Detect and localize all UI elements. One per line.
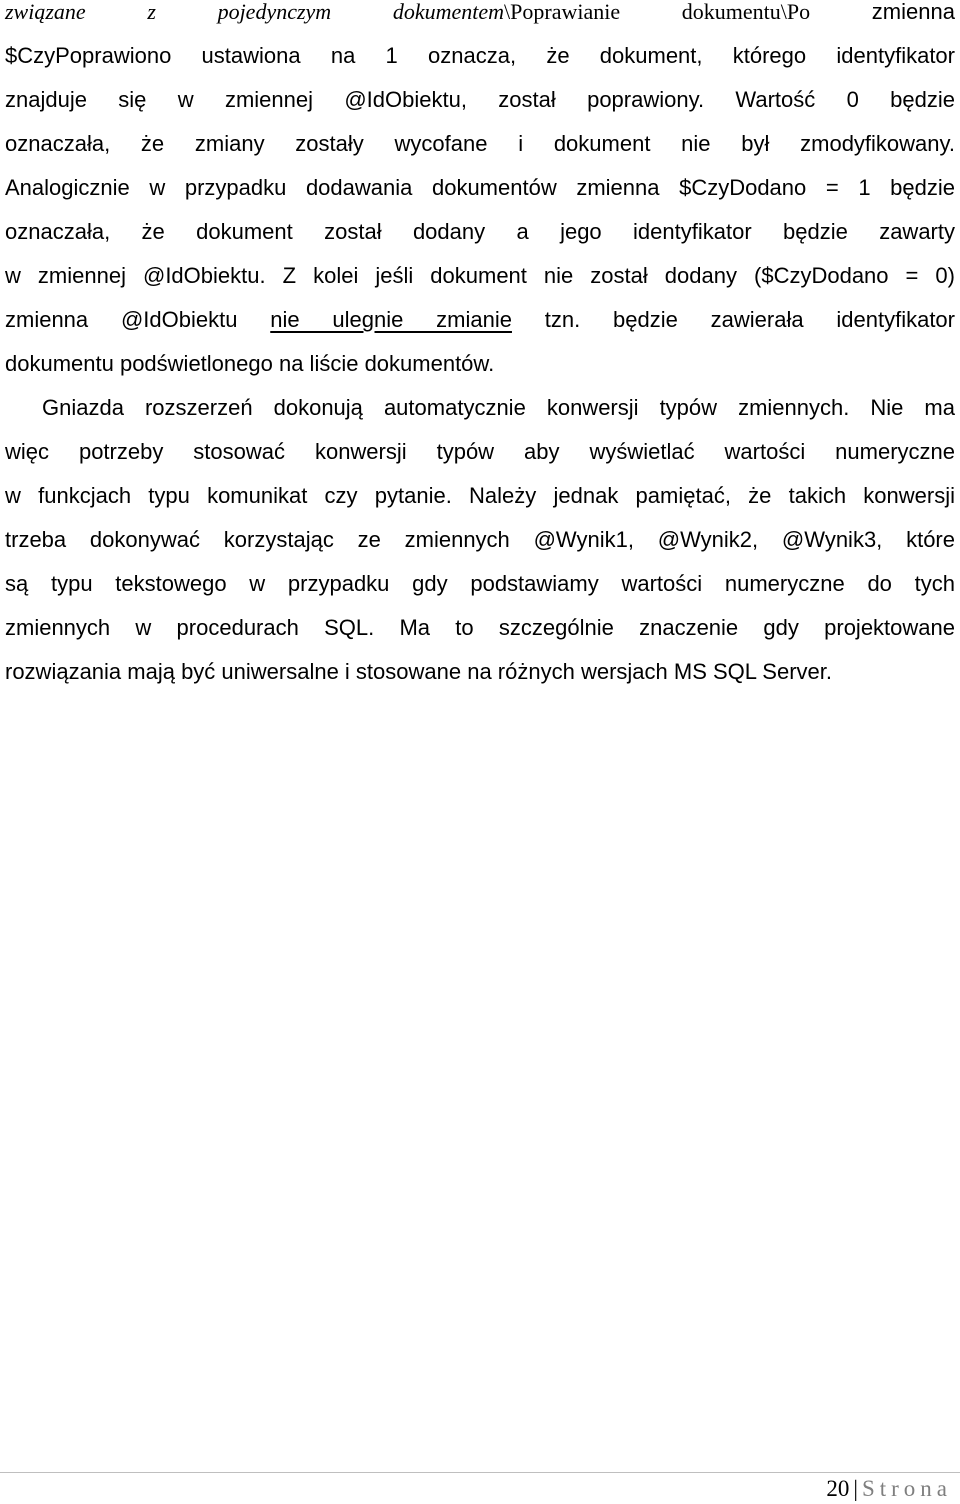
text-line-9: dokumentu podświetlonego na liście dokumentów.	[5, 351, 495, 376]
text-line-6: oznaczała, że dokument został dodany a jego identyfikator będzie zawarty	[5, 219, 955, 244]
text-line-8	[5, 305, 955, 335]
text-line-5: Analogicznie w przypadku dodawania dokumentów zmienna $CzyDodano = 1 będzie	[5, 175, 955, 200]
footer-divider	[0, 1472, 960, 1473]
text-fragment-path-poprawianie: \Poprawianie	[504, 0, 621, 24]
text-fragment-zmienna: zmienna	[871, 0, 955, 24]
text-line-7: w zmiennej @IdObiektu. Z kolei jeśli dokument nie został dodany ($CzyDodano = 0)	[5, 263, 955, 288]
text-line-15: zmiennych w procedurach SQL. Ma to szczególnie znaczenie gdy projektowane	[5, 615, 955, 640]
page-number: 20	[826, 1476, 850, 1501]
text-fragment-pojedynczym: pojedynczym	[217, 0, 332, 24]
text-line-10: Gniazda rozszerzeń dokonują automatycznie konwersji typów zmiennych. Nie ma	[42, 395, 955, 420]
text-line-11: więc potrzeby stosować konwersji typów aby wyświetlać wartości numeryczne	[5, 439, 955, 464]
text-fragment-dokumentem: dokumentem	[392, 0, 505, 24]
text-line-1	[5, 0, 955, 27]
text-line-14: są typu tekstowego w przypadku gdy podstawiamy wartości numeryczne do tych	[5, 571, 955, 596]
text-fragment-zwiazane: związane	[5, 0, 86, 24]
text-fragment-before-underline: zmienna @IdObiektu	[5, 307, 271, 332]
text-fragment-path-dokumentu: dokumentu\Po	[681, 0, 811, 24]
text-line-4: oznaczała, że zmiany zostały wycofane i dokument nie był zmodyfikowany.	[5, 131, 955, 156]
text-line-16: rozwiązania mają być uniwersalne i stosowane na różnych wersjach MS SQL Server.	[5, 659, 832, 684]
text-line-12: w funkcjach typu komunikat czy pytanie. Należy jednak pamiętać, że takich konwersji	[5, 483, 955, 508]
text-line-2: $CzyPoprawiono ustawiona na 1 oznacza, że dokument, którego identyfikator	[5, 43, 955, 68]
page-footer	[826, 1474, 952, 1504]
text-line-13: trzeba dokonywać korzystając ze zmiennych @Wynik1, @Wynik2, @Wynik3, które	[5, 527, 955, 552]
text-fragment-z: z	[147, 0, 156, 24]
footer-separator: |	[853, 1476, 858, 1501]
text-line-3: znajduje się w zmiennej @IdObiektu, został poprawiony. Wartość 0 będzie	[5, 87, 955, 112]
underlined-phrase: nie ulegnie zmianie	[270, 307, 512, 332]
text-fragment-after-underline: tzn. będzie zawierała identyfikator	[511, 307, 955, 332]
page-label: Strona	[861, 1476, 952, 1501]
